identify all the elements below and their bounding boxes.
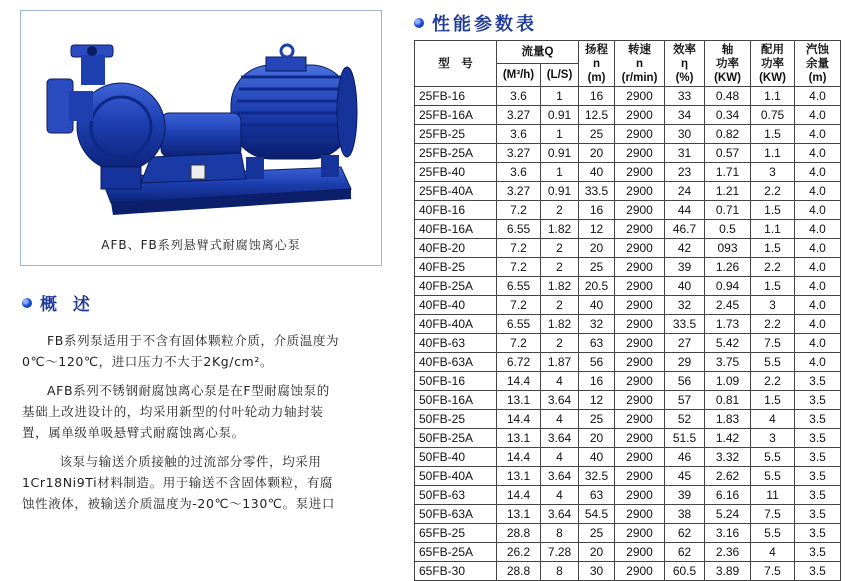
value-cell: 3 — [751, 163, 795, 182]
value-cell: 2900 — [615, 125, 665, 144]
model-cell: 65FB-25 — [415, 524, 497, 543]
value-cell: 2.62 — [705, 467, 751, 486]
value-cell: 2900 — [615, 277, 665, 296]
table-row — [415, 334, 841, 353]
value-cell: 1.09 — [705, 372, 751, 391]
value-cell: 3.64 — [541, 505, 579, 524]
value-cell: 0.57 — [705, 144, 751, 163]
value-cell: 6.55 — [497, 277, 541, 296]
value-cell: 12.5 — [579, 106, 615, 125]
value-cell: 4.0 — [795, 239, 841, 258]
col-header-motor-power: 配用 功率 (KW) — [751, 41, 795, 87]
model-cell: 50FB-63 — [415, 486, 497, 505]
table-row — [415, 182, 841, 201]
value-cell: 7.2 — [497, 258, 541, 277]
value-cell: 40 — [579, 296, 615, 315]
value-cell: 32.5 — [579, 467, 615, 486]
value-cell: 2.2 — [751, 258, 795, 277]
table-body — [415, 87, 841, 581]
model-cell: 50FB-40 — [415, 448, 497, 467]
model-cell: 40FB-63A — [415, 353, 497, 372]
overview-line: 置，属单级单吸悬臂式耐腐蚀离心泵。 — [22, 425, 245, 440]
value-cell: 0.91 — [541, 182, 579, 201]
value-cell: 0.94 — [705, 277, 751, 296]
value-cell: 3.16 — [705, 524, 751, 543]
value-cell: 3.5 — [795, 505, 841, 524]
value-cell: 2 — [541, 296, 579, 315]
model-cell: 25FB-40 — [415, 163, 497, 182]
value-cell: 29 — [665, 353, 705, 372]
performance-table — [414, 40, 841, 581]
value-cell: 56 — [579, 353, 615, 372]
value-cell: 1.5 — [751, 391, 795, 410]
model-cell: 50FB-16 — [415, 372, 497, 391]
value-cell: 0.71 — [705, 201, 751, 220]
value-cell: 4 — [541, 448, 579, 467]
value-cell: 7.2 — [497, 296, 541, 315]
value-cell: 52 — [665, 410, 705, 429]
model-cell: 40FB-63 — [415, 334, 497, 353]
value-cell: 0.91 — [541, 144, 579, 163]
value-cell: 26.2 — [497, 543, 541, 562]
overview-heading — [22, 290, 95, 315]
value-cell: 24 — [665, 182, 705, 201]
value-cell: 3.89 — [705, 562, 751, 581]
value-cell: 0.82 — [705, 125, 751, 144]
table-row — [415, 429, 841, 448]
value-cell: 2.2 — [751, 182, 795, 201]
value-cell: 2 — [541, 201, 579, 220]
value-cell: 4.0 — [795, 296, 841, 315]
value-cell: 2900 — [615, 163, 665, 182]
value-cell: 3.6 — [497, 163, 541, 182]
value-cell: 7.2 — [497, 239, 541, 258]
model-cell: 50FB-40A — [415, 467, 497, 486]
value-cell: 51.5 — [665, 429, 705, 448]
overview-line: 基础上改进设计的，均采用新型的付叶轮动力轴封装 — [22, 404, 324, 419]
value-cell: 3.32 — [705, 448, 751, 467]
overview-line: 0℃～120℃，进口压力不大于2Kg/cm²。 — [22, 354, 274, 369]
table-row — [415, 296, 841, 315]
value-cell: 40 — [665, 277, 705, 296]
value-cell: 4.0 — [795, 220, 841, 239]
table-row — [415, 391, 841, 410]
value-cell: 5.5 — [751, 524, 795, 543]
model-cell: 65FB-30 — [415, 562, 497, 581]
value-cell: 60.5 — [665, 562, 705, 581]
value-cell: 13.1 — [497, 467, 541, 486]
value-cell: 1.26 — [705, 258, 751, 277]
value-cell: 4.0 — [795, 125, 841, 144]
value-cell: 14.4 — [497, 486, 541, 505]
value-cell: 1 — [541, 163, 579, 182]
table-row — [415, 448, 841, 467]
value-cell: 2900 — [615, 429, 665, 448]
performance-heading-text: 性能参数表 — [432, 14, 537, 35]
value-cell: 4.0 — [795, 258, 841, 277]
value-cell: 2900 — [615, 467, 665, 486]
table-row — [415, 486, 841, 505]
value-cell: 2.36 — [705, 543, 751, 562]
value-cell: 0.5 — [705, 220, 751, 239]
value-cell: 6.72 — [497, 353, 541, 372]
model-cell: 25FB-16A — [415, 106, 497, 125]
model-cell: 40FB-40 — [415, 296, 497, 315]
table-row — [415, 106, 841, 125]
table-row — [415, 353, 841, 372]
value-cell: 5.5 — [751, 467, 795, 486]
table-row — [415, 543, 841, 562]
value-cell: 25 — [579, 410, 615, 429]
value-cell: 2900 — [615, 372, 665, 391]
model-cell: 25FB-25A — [415, 144, 497, 163]
value-cell: 4.0 — [795, 182, 841, 201]
table-row — [415, 410, 841, 429]
value-cell: 14.4 — [497, 410, 541, 429]
value-cell: 30 — [665, 125, 705, 144]
table-row — [415, 220, 841, 239]
value-cell: 1.5 — [751, 239, 795, 258]
model-cell: 40FB-25A — [415, 277, 497, 296]
model-cell: 25FB-25 — [415, 125, 497, 144]
value-cell: 4 — [751, 543, 795, 562]
value-cell: 3.27 — [497, 144, 541, 163]
value-cell: 33.5 — [579, 182, 615, 201]
value-cell: 8 — [541, 524, 579, 543]
value-cell: 20.5 — [579, 277, 615, 296]
value-cell: 39 — [665, 486, 705, 505]
value-cell: 2900 — [615, 448, 665, 467]
value-cell: 20 — [579, 429, 615, 448]
value-cell: 1.73 — [705, 315, 751, 334]
value-cell: 40 — [579, 163, 615, 182]
value-cell: 13.1 — [497, 505, 541, 524]
overview-heading-text: 概 述 — [40, 295, 95, 315]
table-header — [415, 41, 841, 87]
value-cell: 2900 — [615, 87, 665, 106]
table-row — [415, 144, 841, 163]
table-row — [415, 87, 841, 106]
value-cell: 2900 — [615, 106, 665, 125]
value-cell: 2900 — [615, 524, 665, 543]
value-cell: 1.1 — [751, 144, 795, 163]
value-cell: 1.1 — [751, 87, 795, 106]
value-cell: 1.21 — [705, 182, 751, 201]
value-cell: 6.55 — [497, 220, 541, 239]
value-cell: 3.5 — [795, 448, 841, 467]
value-cell: 12 — [579, 391, 615, 410]
model-cell: 50FB-25 — [415, 410, 497, 429]
value-cell: 32 — [579, 315, 615, 334]
col-header-speed: 转速 n (r/min) — [615, 41, 665, 87]
value-cell: 0.34 — [705, 106, 751, 125]
value-cell: 4.0 — [795, 315, 841, 334]
value-cell: 4.0 — [795, 277, 841, 296]
value-cell: 3.5 — [795, 429, 841, 448]
value-cell: 2 — [541, 239, 579, 258]
value-cell: 2900 — [615, 258, 665, 277]
value-cell: 2900 — [615, 201, 665, 220]
model-cell: 50FB-25A — [415, 429, 497, 448]
value-cell: 3.6 — [497, 87, 541, 106]
value-cell: 2900 — [615, 543, 665, 562]
value-cell: 14.4 — [497, 372, 541, 391]
value-cell: 2 — [541, 258, 579, 277]
value-cell: 1.5 — [751, 277, 795, 296]
value-cell: 33 — [665, 87, 705, 106]
value-cell: 7.5 — [751, 562, 795, 581]
value-cell: 3.5 — [795, 562, 841, 581]
value-cell: 2 — [541, 334, 579, 353]
value-cell: 33.5 — [665, 315, 705, 334]
value-cell: 3.64 — [541, 467, 579, 486]
value-cell: 1.42 — [705, 429, 751, 448]
value-cell: 3.5 — [795, 486, 841, 505]
value-cell: 2900 — [615, 486, 665, 505]
value-cell: 38 — [665, 505, 705, 524]
value-cell: 2900 — [615, 334, 665, 353]
model-cell: 25FB-40A — [415, 182, 497, 201]
value-cell: 28.8 — [497, 562, 541, 581]
overview-text — [22, 330, 384, 514]
overview-line: 蚀性液体，被输送介质温度为-20℃～130℃。泵进口 — [22, 496, 335, 511]
value-cell: 093 — [705, 239, 751, 258]
model-cell: 25FB-16 — [415, 87, 497, 106]
value-cell: 13.1 — [497, 391, 541, 410]
model-cell: 40FB-40A — [415, 315, 497, 334]
value-cell: 7.2 — [497, 334, 541, 353]
table-row — [415, 239, 841, 258]
value-cell: 4.0 — [795, 144, 841, 163]
overview-line: 该泵与输送介质接触的过流部分零件，均采用 — [59, 454, 322, 469]
value-cell: 32 — [665, 296, 705, 315]
col-header-model: 型 号 — [415, 41, 497, 87]
value-cell: 12 — [579, 220, 615, 239]
value-cell: 28.8 — [497, 524, 541, 543]
value-cell: 3.64 — [541, 429, 579, 448]
value-cell: 1 — [541, 87, 579, 106]
table-row — [415, 315, 841, 334]
bullet-icon — [414, 18, 424, 28]
value-cell: 2900 — [615, 296, 665, 315]
centrifugal-pump-illustration — [41, 17, 371, 231]
bullet-icon — [22, 298, 32, 308]
overview-line: AFB系列不锈钢耐腐蚀离心泵是在F型耐腐蚀泵的 — [47, 383, 330, 398]
model-cell: 65FB-25A — [415, 543, 497, 562]
overview-line: FB系列泵适用于不含有固体颗粒介质，介质温度为 — [47, 333, 340, 348]
value-cell: 3.5 — [795, 372, 841, 391]
value-cell: 54.5 — [579, 505, 615, 524]
value-cell: 2.2 — [751, 315, 795, 334]
model-cell: 50FB-63A — [415, 505, 497, 524]
value-cell: 20 — [579, 543, 615, 562]
value-cell: 1 — [541, 125, 579, 144]
table-row — [415, 372, 841, 391]
value-cell: 45 — [665, 467, 705, 486]
value-cell: 16 — [579, 372, 615, 391]
value-cell: 3.64 — [541, 391, 579, 410]
value-cell: 4.0 — [795, 163, 841, 182]
value-cell: 31 — [665, 144, 705, 163]
model-cell: 40FB-16 — [415, 201, 497, 220]
table-row — [415, 467, 841, 486]
value-cell: 0.91 — [541, 106, 579, 125]
value-cell: 4 — [541, 486, 579, 505]
value-cell: 40 — [579, 448, 615, 467]
product-photo-frame — [20, 10, 382, 266]
value-cell: 25 — [579, 125, 615, 144]
performance-heading — [414, 10, 537, 36]
value-cell: 2.2 — [751, 372, 795, 391]
table-row — [415, 201, 841, 220]
table-row — [415, 125, 841, 144]
model-cell: 40FB-20 — [415, 239, 497, 258]
value-cell: 5.5 — [751, 448, 795, 467]
value-cell: 4.0 — [795, 334, 841, 353]
value-cell: 5.5 — [751, 353, 795, 372]
value-cell: 57 — [665, 391, 705, 410]
col-header-head: 扬程 n (m) — [579, 41, 615, 87]
value-cell: 16 — [579, 201, 615, 220]
value-cell: 25 — [579, 524, 615, 543]
value-cell: 39 — [665, 258, 705, 277]
value-cell: 23 — [665, 163, 705, 182]
value-cell: 6.55 — [497, 315, 541, 334]
value-cell: 16 — [579, 87, 615, 106]
value-cell: 0.81 — [705, 391, 751, 410]
value-cell: 5.42 — [705, 334, 751, 353]
value-cell: 13.1 — [497, 429, 541, 448]
value-cell: 4.0 — [795, 106, 841, 125]
model-cell: 50FB-16A — [415, 391, 497, 410]
value-cell: 3 — [751, 296, 795, 315]
value-cell: 1.82 — [541, 220, 579, 239]
value-cell: 34 — [665, 106, 705, 125]
value-cell: 0.75 — [751, 106, 795, 125]
value-cell: 1.5 — [751, 201, 795, 220]
value-cell: 7.28 — [541, 543, 579, 562]
value-cell: 7.2 — [497, 201, 541, 220]
value-cell: 1.82 — [541, 277, 579, 296]
value-cell: 2900 — [615, 562, 665, 581]
value-cell: 3.27 — [497, 106, 541, 125]
value-cell: 1.82 — [541, 315, 579, 334]
value-cell: 20 — [579, 144, 615, 163]
overview-line: 1Cr18Ni9Ti材料制造。用于输送不含固体颗粒，有腐 — [22, 475, 334, 490]
value-cell: 56 — [665, 372, 705, 391]
value-cell: 4 — [751, 410, 795, 429]
value-cell: 3.6 — [497, 125, 541, 144]
photo-caption: AFB、FB系列悬臂式耐腐蚀离心泵 — [101, 238, 301, 252]
value-cell: 2900 — [615, 239, 665, 258]
col-header-flow-m3h: (M³/h) — [497, 64, 541, 87]
value-cell: 1.87 — [541, 353, 579, 372]
value-cell: 3.27 — [497, 182, 541, 201]
value-cell: 7.5 — [751, 505, 795, 524]
table-row — [415, 277, 841, 296]
table-row — [415, 258, 841, 277]
value-cell: 3.5 — [795, 391, 841, 410]
value-cell: 30 — [579, 562, 615, 581]
value-cell: 1.71 — [705, 163, 751, 182]
value-cell: 4.0 — [795, 353, 841, 372]
value-cell: 1.83 — [705, 410, 751, 429]
value-cell: 44 — [665, 201, 705, 220]
value-cell: 1.1 — [751, 220, 795, 239]
value-cell: 5.24 — [705, 505, 751, 524]
value-cell: 2900 — [615, 220, 665, 239]
table-row — [415, 163, 841, 182]
value-cell: 4.0 — [795, 87, 841, 106]
value-cell: 2900 — [615, 144, 665, 163]
value-cell: 42 — [665, 239, 705, 258]
value-cell: 3.5 — [795, 524, 841, 543]
value-cell: 63 — [579, 334, 615, 353]
value-cell: 2900 — [615, 505, 665, 524]
value-cell: 4 — [541, 372, 579, 391]
value-cell: 46 — [665, 448, 705, 467]
table-row — [415, 505, 841, 524]
value-cell: 46.7 — [665, 220, 705, 239]
value-cell: 3.5 — [795, 410, 841, 429]
table-row — [415, 562, 841, 581]
value-cell: 1.5 — [751, 125, 795, 144]
value-cell: 2900 — [615, 315, 665, 334]
col-header-npsh: 汽蚀 余量 (m) — [795, 41, 841, 87]
value-cell: 3.5 — [795, 467, 841, 486]
col-header-flow: 流量Q — [497, 41, 579, 64]
value-cell: 20 — [579, 239, 615, 258]
value-cell: 3.75 — [705, 353, 751, 372]
value-cell: 14.4 — [497, 448, 541, 467]
value-cell: 4 — [541, 410, 579, 429]
value-cell: 4.0 — [795, 201, 841, 220]
value-cell: 63 — [579, 486, 615, 505]
value-cell: 11 — [751, 486, 795, 505]
value-cell: 25 — [579, 258, 615, 277]
model-cell: 40FB-16A — [415, 220, 497, 239]
value-cell: 2900 — [615, 410, 665, 429]
value-cell: 62 — [665, 543, 705, 562]
value-cell: 2.45 — [705, 296, 751, 315]
col-header-efficiency: 效率 η (%) — [665, 41, 705, 87]
value-cell: 62 — [665, 524, 705, 543]
value-cell: 2900 — [615, 182, 665, 201]
value-cell: 2900 — [615, 353, 665, 372]
table-row — [415, 524, 841, 543]
model-cell: 40FB-25 — [415, 258, 497, 277]
value-cell: 2900 — [615, 391, 665, 410]
value-cell: 8 — [541, 562, 579, 581]
col-header-flow-ls: (L/S) — [541, 64, 579, 87]
value-cell: 6.16 — [705, 486, 751, 505]
value-cell: 27 — [665, 334, 705, 353]
value-cell: 7.5 — [751, 334, 795, 353]
value-cell: 3 — [751, 429, 795, 448]
value-cell: 3.5 — [795, 543, 841, 562]
col-header-shaft-power: 轴 功率 (KW) — [705, 41, 751, 87]
value-cell: 0.48 — [705, 87, 751, 106]
